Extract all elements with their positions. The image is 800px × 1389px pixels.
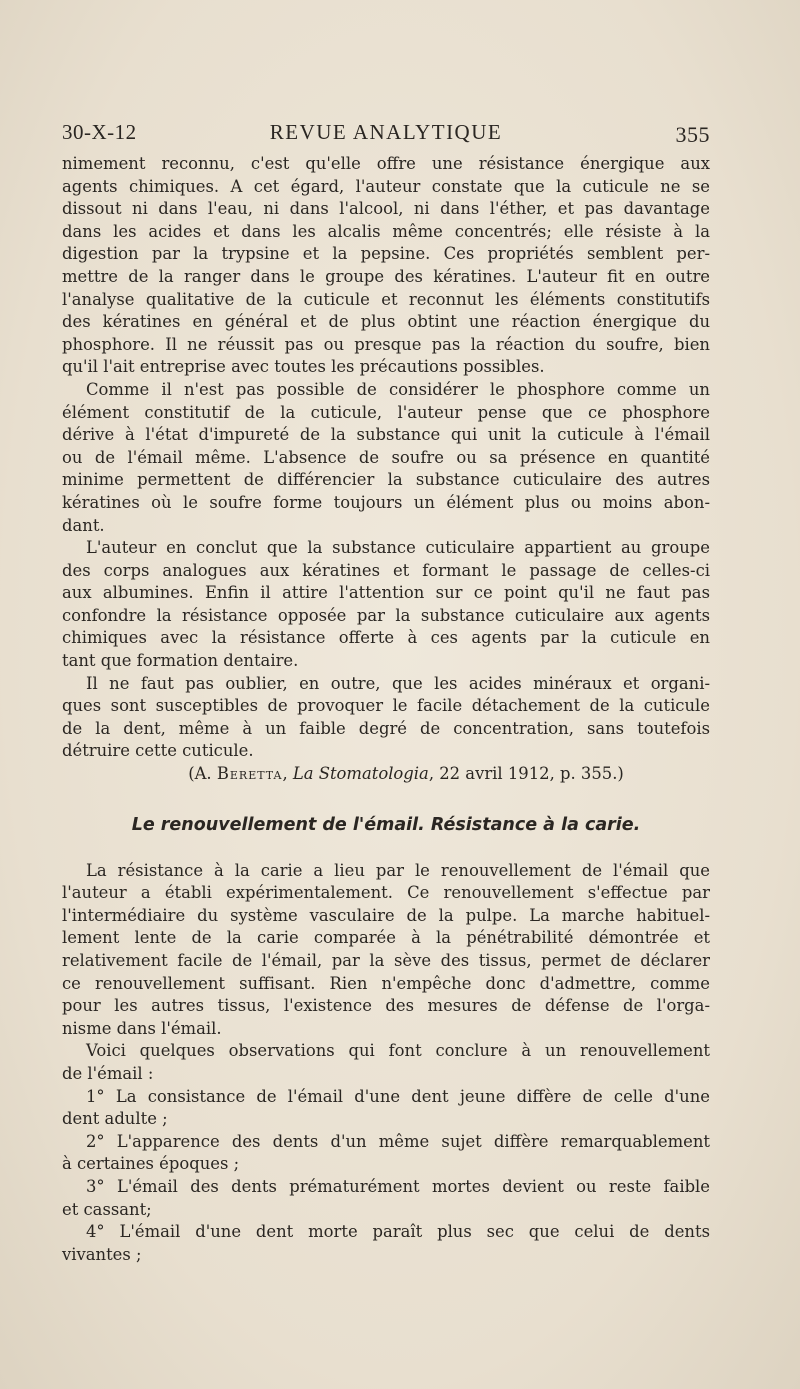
text-line: ques sont susceptibles de provoquer le facile détachement de la cuticule — [62, 696, 710, 716]
section-1 — [62, 153, 710, 786]
list-item: 4° L'émail d'une dent morte paraît plus sec que celui de dents — [86, 1222, 710, 1242]
text-line: Il ne faut pas oublier, en outre, que les acides minéraux et organi- — [86, 673, 710, 693]
list-item: 2° L'apparence des dents d'un même sujet diffère remarquablement — [86, 1131, 710, 1151]
citation-separator: , — [282, 764, 293, 784]
text-line: dent adulte ; — [62, 1109, 168, 1129]
text-line: pour les autres tissus, l'existence des mesures de défense de l'orga- — [62, 996, 710, 1016]
section-title: Le renouvellement de l'émail. Résistance à la carie. — [131, 814, 641, 835]
text-line: minime permettent de différencier la substance cuticulaire des autres — [62, 470, 710, 490]
text-line: de l'émail : — [62, 1063, 154, 1083]
list-item: 3° L'émail des dents prématurément mortes devient ou reste faible — [86, 1176, 710, 1196]
text-line: lement lente de la carie comparée à la pénétrabilité démontrée et — [62, 928, 710, 948]
citation-open: (A. — [188, 764, 217, 784]
text-line: agents chimiques. A cet égard, l'auteur constate que la cuticule ne se — [62, 176, 710, 196]
text-line: l'auteur a établi expérimentalement. Ce renouvellement s'effectue par — [62, 883, 710, 903]
text-line: nimement reconnu, c'est qu'elle offre une résistance énergique aux — [62, 154, 710, 173]
text-line: l'analyse qualitative de la cuticule et reconnut les éléments constitutifs — [62, 289, 710, 309]
text-line: L'auteur en conclut que la substance cuticulaire appartient au groupe — [86, 538, 710, 558]
text-line: digestion par la trypsine et la pepsine. Ces propriétés semblent per- — [62, 244, 710, 264]
text-line: Comme il n'est pas possible de considérer le phosphore comme un — [86, 379, 710, 399]
text-line: des corps analogues aux kératines et formant le passage de celles-ci — [62, 560, 710, 580]
section-2 — [62, 860, 710, 1267]
text-line: à certaines époques ; — [62, 1154, 240, 1174]
text-line: l'intermédiaire du système vasculaire de la pulpe. La marche habituel- — [62, 905, 710, 925]
article-body — [62, 153, 710, 1266]
text-line: et cassant; — [62, 1199, 152, 1219]
page-number: 355 — [675, 122, 710, 147]
text-line: aux albumines. Enfin il attire l'attention sur ce point qu'il ne faut pas — [62, 583, 710, 603]
header-date: 30-X-12 — [62, 120, 137, 144]
text-line: détruire cette cuticule. — [62, 741, 254, 761]
text-line: dant. — [62, 515, 105, 535]
text-line: phosphore. Il ne réussit pas ou presque pas la réaction du soufre, bien — [62, 334, 710, 354]
text-line: de la dent, même à un faible degré de concentration, sans toutefois — [62, 718, 710, 738]
text-line: tant que formation dentaire. — [62, 651, 299, 671]
text-line: nisme dans l'émail. — [62, 1018, 222, 1038]
citation-journal: La Stomatologia — [292, 764, 429, 784]
text-line: dans les acides et dans les alcalis même concentrés; elle résiste à la — [62, 221, 710, 241]
text-line: qu'il l'ait entreprise avec toutes les précautions possibles. — [62, 357, 545, 377]
text-line: dérive à l'état d'impureté de la substance qui unit la cuticule à l'émail — [62, 425, 710, 445]
text-line: La résistance à la carie a lieu par le renouvellement de l'émail que — [86, 860, 710, 880]
running-header — [62, 120, 710, 146]
citation — [62, 763, 710, 786]
text-line: Voici quelques observations qui font conclure à un renouvellement — [86, 1041, 710, 1061]
text-line: kératines où le soufre forme toujours un élément plus ou moins abon- — [62, 492, 710, 512]
header-title: REVUE ANALYTIQUE — [269, 120, 503, 144]
text-line: mettre de la ranger dans le groupe des kératines. L'auteur fit en outre — [62, 266, 710, 286]
text-line: ce renouvellement suffisant. Rien n'empêche donc d'admettre, comme — [62, 973, 710, 993]
citation-author: Beretta — [216, 764, 283, 784]
text-line: élément constitutif de la cuticule, l'auteur pense que ce phosphore — [62, 402, 710, 422]
list-item: 1° La consistance de l'émail d'une dent jeune diffère de celle d'une — [86, 1086, 710, 1106]
citation-details: , 22 avril 1912, p. 355.) — [428, 764, 624, 784]
text-line: vivantes ; — [62, 1244, 142, 1264]
text-line: dissout ni dans l'eau, ni dans l'alcool, ni dans l'éther, et pas davantage — [62, 199, 710, 219]
text-line: des kératines en général et de plus obtint une réaction énergique du — [62, 312, 710, 332]
text-line: confondre la résistance opposée par la substance cuticulaire aux agents — [62, 605, 710, 625]
text-line: chimiques avec la résistance offerte à ces agents par la cuticule en — [62, 628, 710, 648]
text-line: relativement facile de l'émail, par la sève des tissus, permet de déclarer — [62, 951, 710, 970]
text-line: ou de l'émail même. L'absence de soufre ou sa présence en quantité — [62, 447, 710, 467]
